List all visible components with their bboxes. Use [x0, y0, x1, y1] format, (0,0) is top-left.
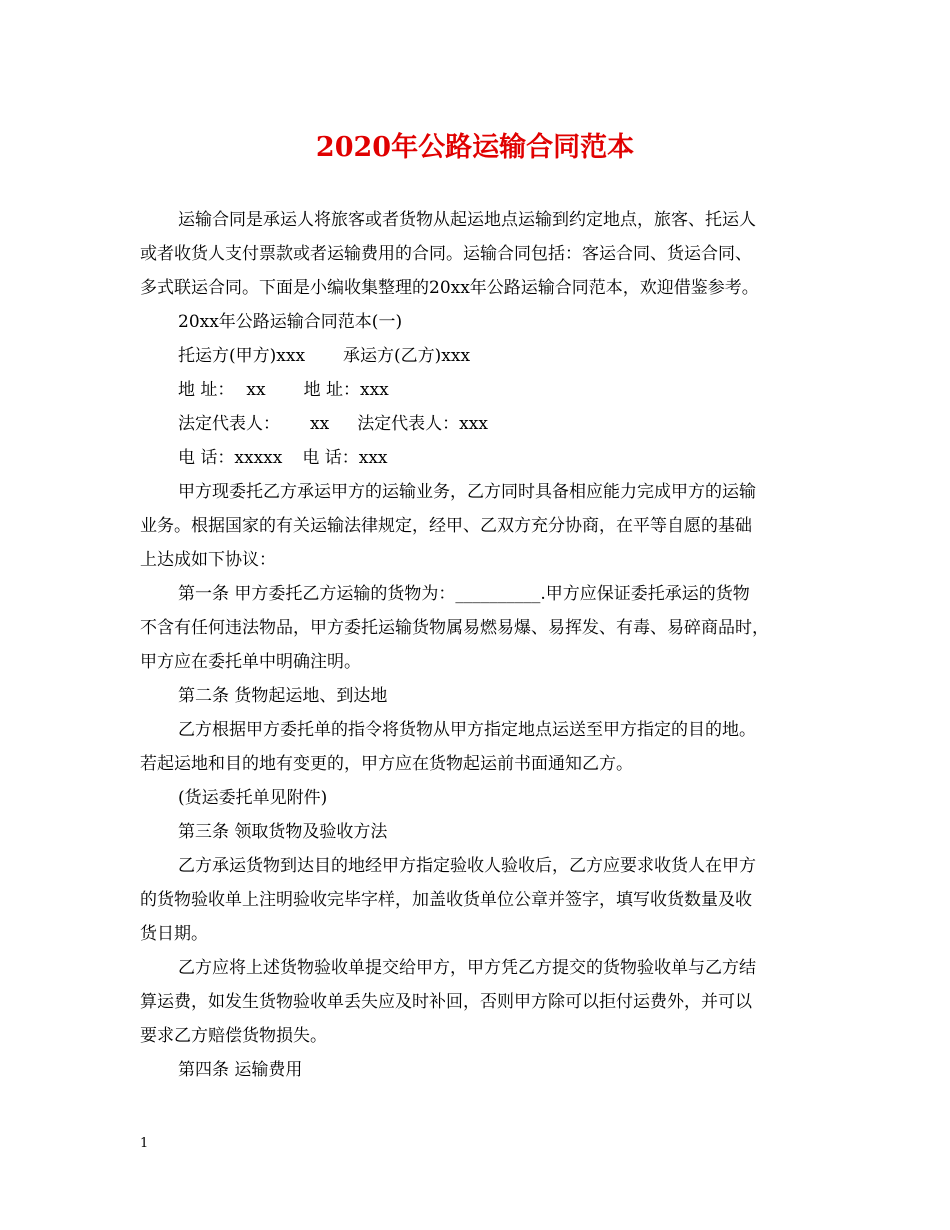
- paragraph-line: 业务。根据国家的有关运输法律规定，经甲、乙双方充分协商，在平等自愿的基础: [140, 516, 752, 536]
- document-body: [140, 203, 835, 1087]
- address-line: [140, 373, 835, 407]
- document-title: 2020年公路运输合同范本: [315, 132, 635, 163]
- representative-value-a: xx: [310, 414, 330, 434]
- party-line: [140, 339, 835, 373]
- page-number: 1: [140, 1136, 149, 1151]
- section-heading: 20xx年公路运输合同范本(一): [178, 312, 403, 332]
- article-heading: 第二条 货物起运地、到达地: [178, 686, 388, 706]
- paragraph-line: 运输合同是承运人将旅客或者货物从起运地点运输到约定地点，旅客、托运人: [178, 210, 756, 230]
- carrier-label: 承运方(乙方)xxx: [343, 346, 471, 366]
- paragraph-line: (货运委托单见附件): [178, 788, 328, 808]
- paragraph-line: 的货物验收单上注明验收完毕字样，加盖收货单位公章并签字，填写收货数量及收: [140, 890, 752, 910]
- phone-b: 电 话：xxx: [302, 448, 388, 468]
- paragraph-line: 乙方应将上述货物验收单提交给甲方，甲方凭乙方提交的货物验收单与乙方结: [178, 958, 756, 978]
- representative-line: [140, 407, 835, 441]
- address-label-b: 地 址：xxx: [303, 380, 389, 400]
- paragraph-line: 上达成如下协议：: [140, 550, 276, 570]
- paragraph-line: 第一条 甲方委托乙方运输的货物为：__________.甲方应保证委托承运的货物: [178, 584, 750, 604]
- paragraph-line: 甲方现委托乙方承运甲方的运输业务，乙方同时具备相应能力完成甲方的运输: [178, 482, 756, 502]
- address-label-a: 地 址：: [178, 380, 235, 400]
- paragraph-line: 要求乙方赔偿货物损失。: [140, 1026, 327, 1046]
- paragraph-line: 算运费，如发生货物验收单丢失应及时补回，否则甲方除可以拒付运费外，并可以: [140, 992, 752, 1012]
- phone-line: [140, 441, 835, 475]
- article-heading: 第四条 运输费用: [178, 1060, 303, 1080]
- paragraph-line: 不含有任何违法物品，甲方委托运输货物属易燃易爆、易挥发、有毒、易碎商品时，: [140, 618, 769, 638]
- representative-label-a: 法定代表人：: [178, 414, 280, 434]
- phone-a: 电 话：xxxxx: [178, 448, 283, 468]
- representative-label-b: 法定代表人：xxx: [357, 414, 488, 434]
- paragraph-line: 甲方应在委托单中明确注明。: [140, 652, 361, 672]
- article-heading: 第三条 领取货物及验收方法: [178, 822, 388, 842]
- paragraph-line: 若起运地和目的地有变更的，甲方应在货物起运前书面通知乙方。: [140, 754, 633, 774]
- paragraph-line: 乙方根据甲方委托单的指令将货物从甲方指定地点运送至甲方指定的目的地。: [178, 720, 756, 740]
- consignor-label: 托运方(甲方)xxx: [178, 346, 306, 366]
- address-value-a: xx: [246, 380, 266, 400]
- paragraph-line: 多式联运合同。下面是小编收集整理的20xx年公路运输合同范本，欢迎借鉴参考。: [140, 278, 759, 298]
- paragraph-line: 或者收货人支付票款或者运输费用的合同。运输合同包括：客运合同、货运合同、: [140, 244, 752, 264]
- paragraph-line: 乙方承运货物到达目的地经甲方指定验收人验收后，乙方应要求收货人在甲方: [178, 856, 756, 876]
- paragraph-line: 货日期。: [140, 924, 208, 944]
